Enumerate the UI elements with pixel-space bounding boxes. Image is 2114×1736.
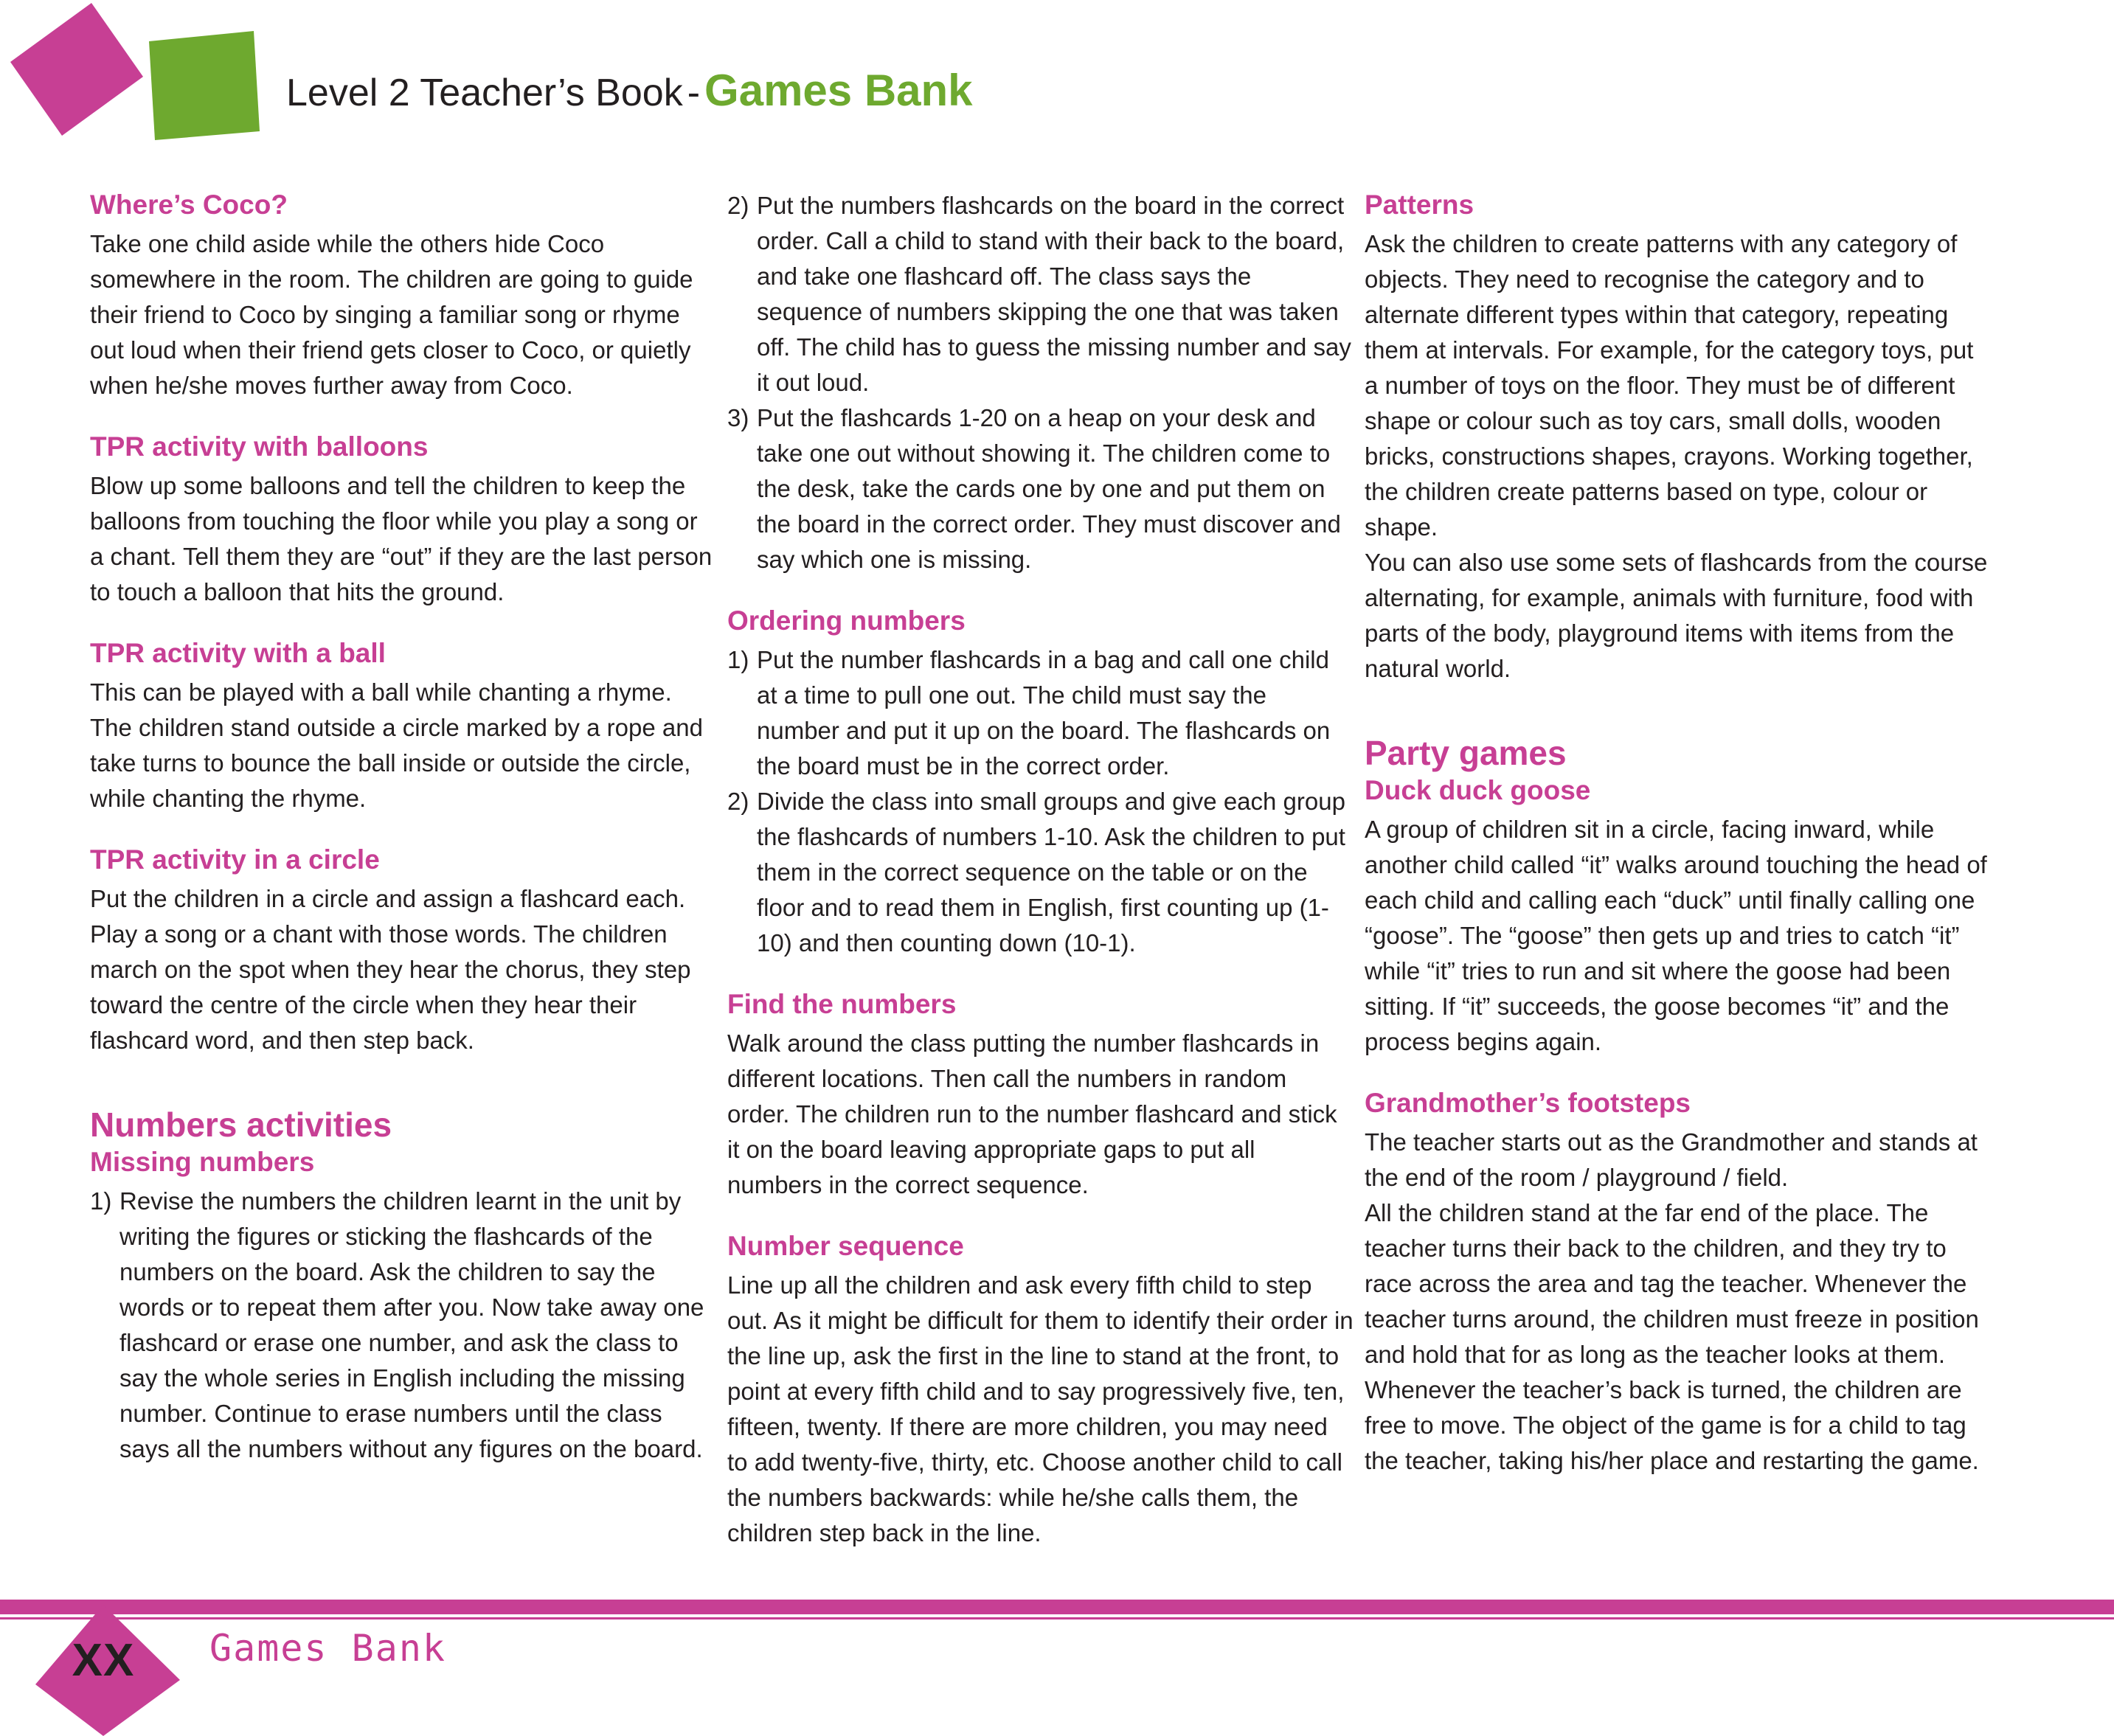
header-logo (0, 0, 266, 147)
section-text-extra: You can also use some sets of flashcards from the course alternating, for example, animals with furniture, food with parts of the body, playground items with items from the natural world. (1365, 549, 1988, 682)
title-separator: - (687, 72, 701, 114)
section-text-extra: All the children stand at the far end of the place. The teacher turns their back to the children, and they try to race across the area and tag the teacher. Whenever the teacher turns around, the children must freeze in position and hold that for as long as the teacher looks at them. Whenever the teacher’s back is turned, the children are free to move. The object of the game is for a child to tag the teacher, taking his/her place and restarting the game. (1365, 1199, 1979, 1474)
game-number-sequence (727, 1229, 1354, 1551)
game-missing-numbers (90, 1145, 717, 1467)
logo-green-square (149, 31, 260, 140)
footer-rule-thin (0, 1617, 2114, 1619)
item-text: Put the numbers flashcards on the board in the correct order. Call a child to stand with their back to the board, and take one flashcard off. The class says the sequence of numbers skipping the one that was taken off. The child has to guess the missing number and say it out loud. (757, 192, 1351, 396)
footer-title: Games Bank (209, 1627, 447, 1670)
list-item (727, 784, 1354, 961)
title-accent: Games Bank (704, 66, 973, 115)
footer-rule (0, 1600, 2114, 1614)
item-number: 3) (727, 404, 749, 431)
category-heading-numbers: Numbers activities (90, 1105, 392, 1144)
list-item (727, 642, 1354, 784)
item-number: 2) (727, 192, 749, 219)
game-wheres-coco (90, 188, 717, 403)
section-text: A group of children sit in a circle, facing inward, while another child called “it” walks around touching the head of each child and calling each “duck” until finally calling one “goose”. The “goose” then gets up and tries to catch “it” while “it” tries to run and sit where the goose had been sitting. If “it” succeeds, the goose becomes “it” and the process begins again. (1365, 816, 1987, 1055)
game-find-the-numbers (727, 987, 1354, 1203)
item-text: Put the number flashcards in a bag and call one child at a time to pull one out. The child must say the number and put it up on the board. The flashcards on the board must be in the correct order. (757, 646, 1331, 780)
item-text: Divide the class into small groups and give each group the flashcards of numbers 1-10. Ask the children to put them in the correct sequence on the table or on the floor and to read them in English, first counting up (1-10) and then counting down (10-1). (757, 788, 1345, 956)
column-right (1365, 188, 1992, 1479)
section-text: Put the children in a circle and assign a flashcard each. Play a song or a chant with those words. The children march on the spot when they hear the chorus, they step toward the centre of the circle when they hear their flashcard word, and then step back. (90, 885, 691, 1054)
list-item (90, 1184, 717, 1467)
section-text: Take one child aside while the others hide Coco somewhere in the room. The children are going to guide their friend to Coco by singing a familiar song or rhyme out loud when their friend gets closer to Coco, or quietly when he/she moves further away from Coco. (90, 230, 693, 399)
logo-magenta-square (10, 3, 143, 136)
section-heading: Patterns (1365, 190, 1474, 220)
item-number: 1) (90, 1187, 112, 1215)
page-title (286, 65, 973, 116)
steps-list (90, 1184, 717, 1467)
section-text: Ask the children to create patterns with any category of objects. They need to recognise the category and to alternate different types within that category, repeating them at intervals. For example, for the category toys, put a number of toys on the floor. They must be of different shape or colour such as toy cars, small dolls, wooden bricks, constructions shapes, crayons. Working together, the children create patterns based on type, colour or shape. (1365, 230, 1974, 541)
section-heading: Number sequence (727, 1231, 964, 1261)
game-duck-duck-goose (1365, 774, 1992, 1060)
game-tpr-balloons (90, 430, 717, 610)
section-heading: Missing numbers (90, 1147, 315, 1177)
category-heading-party-games: Party games (1365, 734, 1567, 772)
column-left (90, 188, 717, 1467)
section-heading: TPR activity with balloons (90, 431, 429, 462)
section-text: This can be played with a ball while chanting a rhyme. The children stand outside a circle marked by a rope and take turns to bounce the ball inside or outside the circle, while chanting the rhyme. (90, 678, 703, 812)
section-text: Walk around the class putting the number flashcards in different locations. Then call the numbers in random order. The children run to the number flashcard and stick it on the board leaving appropriate gaps to put all numbers in the correct sequence. (727, 1030, 1337, 1198)
section-heading: Duck duck goose (1365, 775, 1591, 805)
section-text: Blow up some balloons and tell the children to keep the balloons from touching the floor while you play a song or a chant. Tell them they are “out” if they are the last person to touch a balloon that hits the ground. (90, 472, 713, 605)
section-heading: Find the numbers (727, 989, 957, 1019)
game-grandmothers-footsteps (1365, 1086, 1992, 1479)
section-heading: Grandmother’s footsteps (1365, 1088, 1691, 1118)
section-text: Line up all the children and ask every fifth child to step out. As it might be difficult for them to identify their order in the line up, ask the first in the line to stand at the front, to point at every fifth child and to say progressively five, ten, fifteen, twenty. If there are more children, you may need to add twenty-five, thirty, etc. Choose another child to call the numbers backwards: while he/she calls them, the children step back in the line. (727, 1271, 1354, 1546)
game-patterns (1365, 188, 1992, 687)
list-item (727, 188, 1354, 400)
section-heading: Ordering numbers (727, 605, 966, 636)
list-item (727, 400, 1354, 577)
game-tpr-circle (90, 843, 717, 1058)
section-heading: Where’s Coco? (90, 190, 288, 220)
section-heading: TPR activity in a circle (90, 844, 380, 875)
game-tpr-ball (90, 636, 717, 816)
item-text: Revise the numbers the children learnt in the unit by writing the figures or sticking the flashcards of the numbers on the board. Ask the children to say the words or to repeat them after you. Now take away one flashcard or erase one number, and ask the class to say the whole series in English including the missing number. Continue to erase numbers until the class says all the numbers without any figures on the board. (119, 1187, 704, 1462)
item-text: Put the flashcards 1-20 on a heap on your desk and take one out without showing it. The children come to the desk, take the cards one by one and put them on the board in the correct order. They must discover and say which one is missing. (757, 404, 1341, 573)
missing-numbers-continued (727, 188, 1354, 577)
page-number: XX (72, 1635, 135, 1686)
title-main: Level 2 Teacher’s Book (286, 72, 683, 114)
steps-list (727, 642, 1354, 961)
item-number: 1) (727, 646, 749, 673)
section-heading: TPR activity with a ball (90, 638, 386, 668)
column-middle (727, 188, 1354, 1551)
game-ordering-numbers (727, 604, 1354, 961)
section-text: The teacher starts out as the Grandmother and stands at the end of the room / playground / field. (1365, 1128, 1978, 1191)
item-number: 2) (727, 788, 749, 815)
